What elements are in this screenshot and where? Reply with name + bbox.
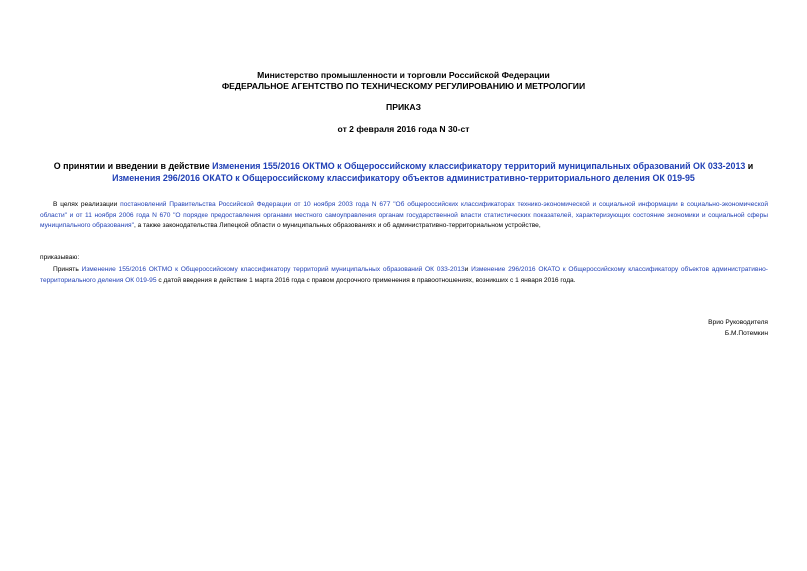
subject-middle: и [745, 161, 754, 171]
decision-link-okato[interactable]: Изменение 296/2016 ОКАТО к Общероссийскому классификатору объектов административно-территориального деления ОК 019-95 [40, 266, 768, 284]
paragraph-decision [40, 265, 768, 286]
preamble-prefix: В целях реализации [53, 201, 121, 208]
subject-link-oktmo[interactable]: Изменения 155/2016 ОКТМО к Общероссийскому классификатору территорий муниципальных образований ОК 033-2013 [212, 161, 746, 171]
decision-prefix: Принять [53, 266, 82, 273]
paragraph-order: приказываю: [40, 254, 80, 261]
subject-prefix: О принятии и введении в действие [53, 161, 213, 171]
document-subject [40, 160, 767, 184]
signatory-name: Б.М.Потемкин [724, 330, 768, 337]
signatory-title: Врио Руководителя [708, 319, 768, 326]
decision-link-oktmo[interactable]: Изменение 155/2016 ОКТМО к Общероссийскому классификатору территорий муниципальных образований ОК 033-2013 [81, 266, 465, 273]
decision-middle: и [464, 266, 472, 273]
subject-link-okato[interactable]: Изменения 296/2016 ОКАТО к Общероссийскому классификатору объектов административно-территориального деления ОК 019-95 [112, 173, 695, 183]
document-type: ПРИКАЗ [386, 102, 421, 112]
decision-suffix: с датой введения в действие 1 марта 2016 года с правом досрочного применения в правоотношениях, возникших с 1 января 2016 года. [156, 276, 576, 284]
signature-block [708, 317, 768, 339]
paragraph-preamble [40, 200, 768, 232]
ministry-name: Министерство промышленности и торговли Российской Федерации [257, 70, 550, 80]
agency-name: ФЕДЕРАЛЬНОЕ АГЕНТСТВО ПО ТЕХНИЧЕСКОМУ РЕГУЛИРОВАНИЮ И МЕТРОЛОГИИ [221, 81, 586, 91]
document-date: от 2 февраля 2016 года N 30-ст [337, 124, 470, 134]
preamble-suffix: , а также законодательства Липецкой области о муниципальных образованиях и об административно-территориальном устройстве, [133, 222, 541, 229]
preamble-link-decrees[interactable]: постановлений Правительства Российской Федерации от 10 ноября 2003 года N 677 "Об общероссийских классификаторах технико-экономической и социальной информации в социально-экономической области" и от 11 ноября 2006 года N 670 "О порядке предоставления органами местного самоуправления органам государственной власти статистических показателей, характеризующих состояние экономики и социальной сферы муниципального образования" [40, 201, 769, 229]
document-header [0, 70, 807, 92]
